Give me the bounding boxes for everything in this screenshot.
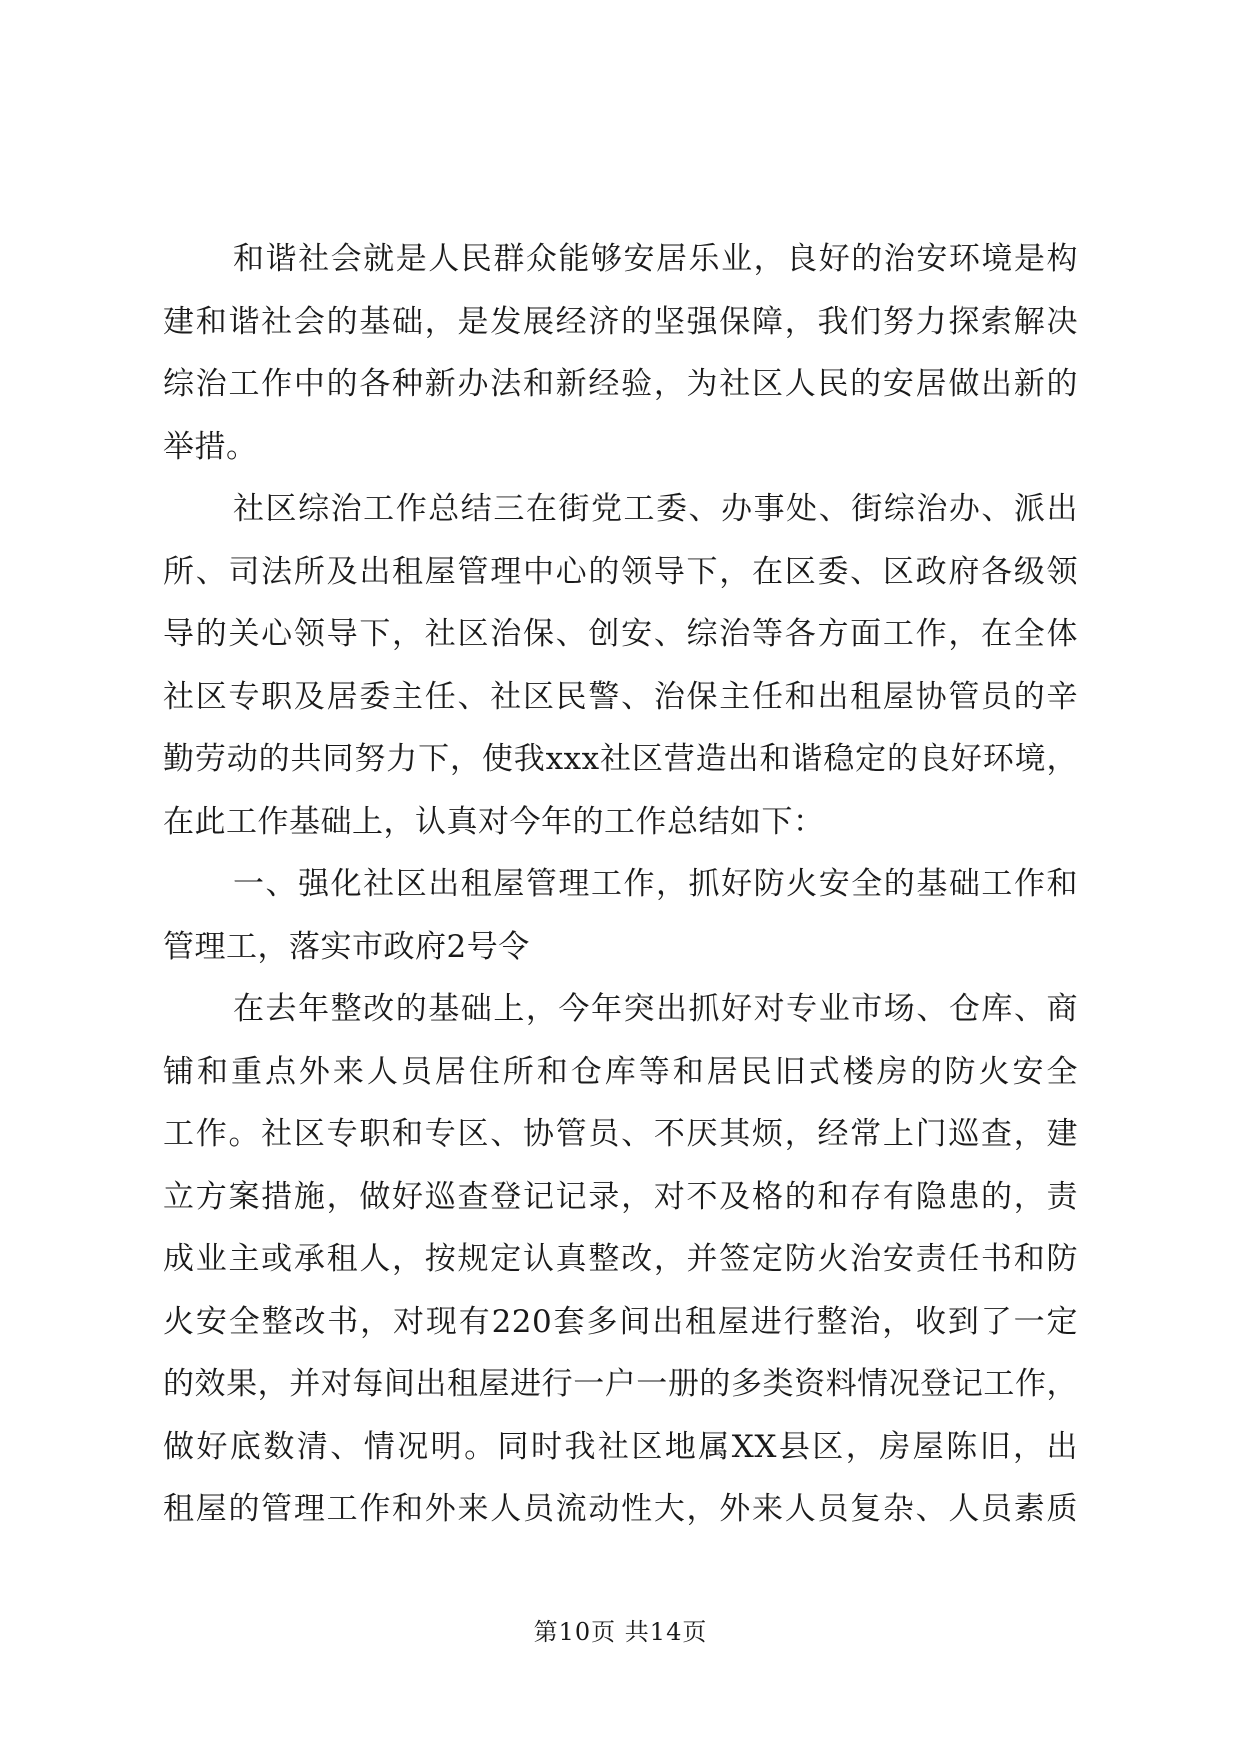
paragraph-2	[163, 478, 1078, 853]
paragraph-4	[163, 978, 1078, 1541]
text-line: 在此工作基础上，认真对今年的工作总结如下：	[163, 803, 825, 840]
text-line: 所、司法所及出租屋管理中心的领导下，在区委、区政府各级领	[163, 553, 1078, 590]
body-text	[163, 228, 1078, 1541]
text-line: 勤劳动的共同努力下，使我xxx社区营造出和谐稳定的良好环境，	[163, 741, 1078, 777]
text-line: 导的关心领导下，社区治保、创安、综治等各方面工作，在全体	[163, 616, 1078, 652]
paragraph-1	[163, 228, 1078, 478]
text-line: 火安全整改书，对现有220套多间出租屋进行整治，收到了一定	[163, 1303, 1078, 1340]
text-line: 社区专职及居委主任、社区民警、治保主任和出租屋协管员的辛	[163, 678, 1078, 715]
page-number-footer: 第10页 共14页	[533, 1618, 708, 1646]
text-line: 和谐社会就是人民群众能够安居乐业，良好的治安环境是构	[233, 241, 1078, 277]
text-line: 社区综治工作总结三在街党工委、办事处、街综治办、派出	[233, 491, 1078, 527]
text-line: 在去年整改的基础上，今年突出抓好对专业市场、仓库、商	[233, 991, 1078, 1027]
text-line: 综治工作中的各种新办法和新经验，为社区人民的安居做出新的	[163, 366, 1078, 402]
text-line: 成业主或承租人，按规定认真整改，并签定防火治安责任书和防	[163, 1241, 1078, 1277]
text-line: 立方案措施，做好巡查登记记录，对不及格的和存有隐患的，责	[163, 1178, 1078, 1215]
text-line: 管理工，落实市政府2号令	[163, 928, 530, 965]
text-line: 一、强化社区出租屋管理工作，抓好防火安全的基础工作和	[233, 866, 1078, 902]
text-line: 建和谐社会的基础，是发展经济的坚强保障，我们努力探索解决	[163, 303, 1078, 340]
text-line: 租屋的管理工作和外来人员流动性大，外来人员复杂、人员素质	[163, 1491, 1078, 1527]
text-line: 举措。	[163, 428, 258, 465]
text-line: 铺和重点外来人员居住所和仓库等和居民旧式楼房的防火安全	[163, 1053, 1078, 1090]
text-line: 工作。社区专职和专区、协管员、不厌其烦，经常上门巡查，建	[163, 1116, 1078, 1152]
text-line: 做好底数清、情况明。同时我社区地属XX县区，房屋陈旧，出	[163, 1428, 1078, 1465]
text-line: 的效果，并对每间出租屋进行一户一册的多类资料情况登记工作，	[163, 1366, 1078, 1402]
paragraph-3-heading	[163, 853, 1078, 978]
